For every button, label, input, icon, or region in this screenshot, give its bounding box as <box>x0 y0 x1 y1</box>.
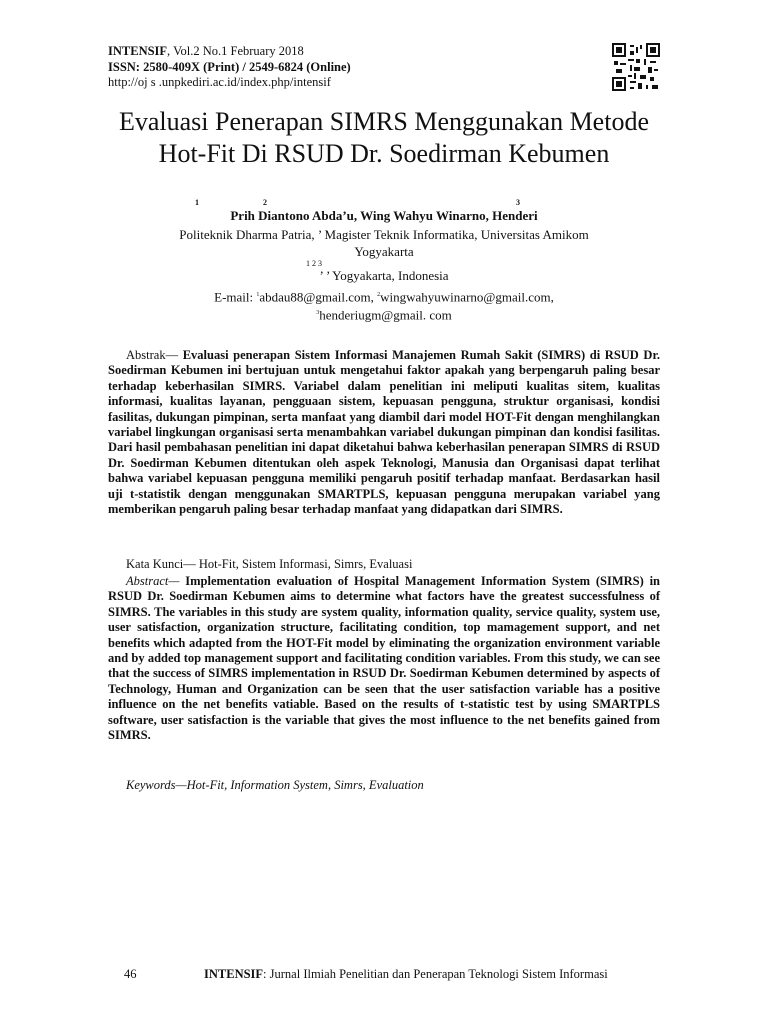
qr-code-icon <box>612 43 660 91</box>
journal-name: INTENSIF <box>108 44 168 58</box>
journal-issn: ISSN: 2580-409X (Print) / 2549-6824 (Online) <box>108 59 351 74</box>
author-list: Prih Diantono Abda’u, Wing Wahyu Winarno, Henderi <box>230 208 538 223</box>
abstract-indonesian <box>108 348 660 517</box>
footer-journal <box>204 967 608 982</box>
email-sup-2: 2 <box>377 292 381 298</box>
abstract-en-body: Implementation evaluation of Hospital Management Information System (SIMRS) in RSUD Dr. Soedirman Kebumen aims to determine what factors have the greatest successfulness of SIMRS. The variables in this study are system quality, information quality, service quality, system use, user satisfaction, organization structure, facilitating condition, top mamagement support, and net benefits which adapted from the HOT-Fit model by eliminating the organization environment variable and by added top management support and facilitating condition variables. From this study, we can see that the success of SIMRS implementation in RSUD Dr. Soedirman Kebumen determined by aspects of Technology, Human and Organization can be seen that the user satisfaction variable has a positive influence on the net benefits vatiable. Based on the results of t-statistic test by using SMARTPLS software, user satisfaction is the variable that gives the most influence to the net benefits gained from SIMRS. <box>108 574 660 743</box>
keywords-english: Keywords—Hot-Fit, Information System, Simrs, Evaluation <box>126 778 424 792</box>
author-sup-3: 3 <box>516 198 520 207</box>
footer-journal-full: : Jurnal Ilmiah Penelitian dan Penerapan Teknologi Sistem Informasi <box>263 967 608 981</box>
abstract-id-lead: Abstrak— <box>126 348 183 362</box>
email-label: E-mail: <box>214 289 254 305</box>
abstract-id-body: Evaluasi penerapan Sistem Informasi Manajemen Rumah Sakit (SIMRS) di RSUD Dr. Soedirman Kebumen ini bertujuan untuk mengetahui faktor apakah yang berpengaruh paling besar terhadap keberhasilan SIMRS. Variabel dalam penelitian ini meliputi kualitas sitem, kualitas informasi, kualitas layanan, pengguaan sistem, kepuasan pengguna, struktur organisasi, kondisi fasilitas, dukungan pimpinan, serta manfaat yang diambil dari model HOT-Fit dengan menghilangkan variabel lingkungan organisasi serta menambahkan variabel dukungan pimpinan dan kondisi fasilitas. Dari hasil pembahasan penelitian ini dapat diketahui bahwa keberhasilan penerapan SIMRS di RSUD Dr. Soedirman Kebumen ditentukan oleh aspek Teknologi, Manusia dan Organisasi dapat terlihat bahwa variabel kepuasan pengguna memiliki pengaruh positif terhadap manfaat. Berdasarkan hasil uji t-statistik dengan menggunakan SMARTPLS, kepuasan pengguna merupakan variabel yang memberikan pengaruh paling besar terhadap manfaat yang didapatkan dari SIMRS. <box>108 348 660 517</box>
keywords-indonesian: Kata Kunci— Hot-Fit, Sistem Informasi, Simrs, Evaluasi <box>126 557 413 571</box>
email-3[interactable]: henderiugm@gmail. com <box>319 307 452 323</box>
affiliation <box>110 226 658 260</box>
paper-title: Evaluasi Penerapan SIMRS Menggunakan Metode Hot-Fit Di RSUD Dr. Soedirman Kebumen <box>118 107 649 168</box>
email-2[interactable]: wingwahyuwinarno@gmail.com, <box>380 289 554 305</box>
journal-issue: , Vol.2 No.1 February 2018 <box>167 44 304 58</box>
author-sup-1: 1 <box>195 198 199 207</box>
affiliation-line-2: Yogyakarta <box>354 244 414 259</box>
location-superscripts: 1 2 3 <box>306 259 322 268</box>
email-sup-3: 3 <box>316 310 320 317</box>
page-number: 46 <box>124 967 137 981</box>
journal-header <box>108 44 588 91</box>
footer-journal-name: INTENSIF <box>204 967 264 981</box>
abstract-english <box>108 574 660 743</box>
email-block <box>110 287 658 324</box>
journal-info <box>108 44 588 60</box>
abstract-en-lead: Abstract— <box>126 574 186 588</box>
email-line-2 <box>110 305 658 323</box>
author-sup-2: 2 <box>263 198 267 207</box>
email-line-1 <box>110 287 658 305</box>
affiliation-line-1: Politeknik Dharma Patria, ’ Magister Teknik Informatika, Universitas Amikom <box>179 227 589 242</box>
email-1[interactable]: abdau88@gmail.com, <box>259 289 374 305</box>
location: ’ ’ Yogyakarta, Indonesia <box>319 268 449 283</box>
email-sup-1: 1 <box>256 292 260 298</box>
journal-url[interactable]: http://oj s .unpkediri.ac.id/index.php/intensif <box>108 75 331 89</box>
